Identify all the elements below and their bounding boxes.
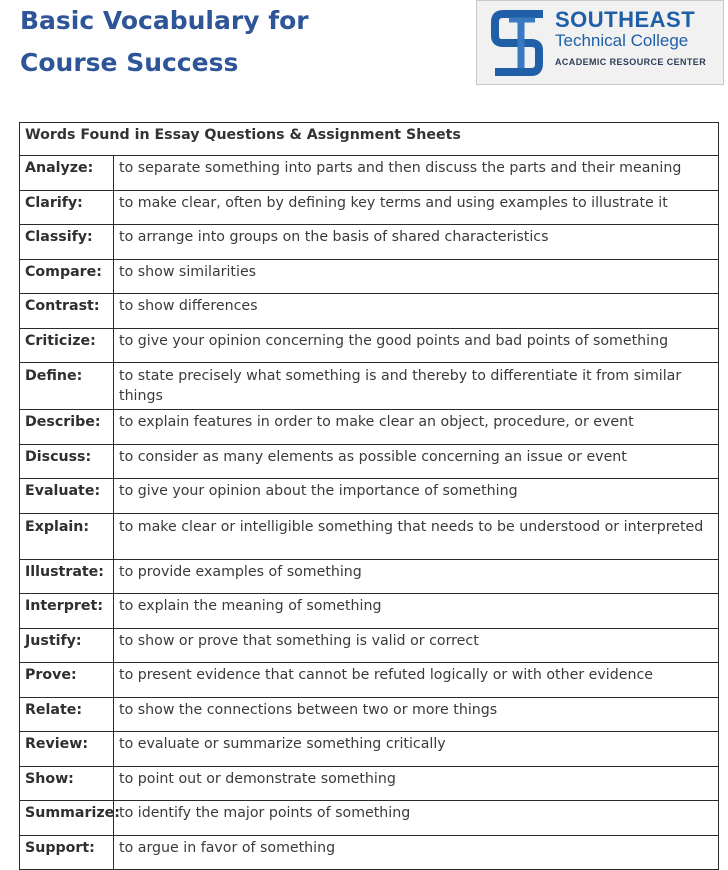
table-row: [20, 697, 719, 732]
term-cell: Evaluate:: [20, 479, 114, 514]
term-cell: Justify:: [20, 628, 114, 663]
definition-cell: to argue in favor of something: [114, 835, 719, 870]
title-line-2: Course Success: [20, 48, 239, 77]
definition-cell: to separate something into parts and then discuss the parts and their meaning: [114, 156, 719, 191]
table-row: [20, 835, 719, 870]
college-monogram-icon: [491, 10, 547, 76]
definition-cell: to make clear or intelligible something that needs to be understood or interpreted: [114, 513, 719, 559]
table-heading: Words Found in Essay Questions & Assignment Sheets: [20, 123, 719, 156]
table-row: [20, 732, 719, 767]
term-cell: Discuss:: [20, 444, 114, 479]
term-cell: Describe:: [20, 410, 114, 445]
term-cell: Support:: [20, 835, 114, 870]
table-row: [20, 766, 719, 801]
table-row: [20, 663, 719, 698]
college-logo: [476, 0, 724, 85]
term-cell: Summarize:: [20, 801, 114, 836]
term-cell: Contrast:: [20, 294, 114, 329]
term-cell: Prove:: [20, 663, 114, 698]
title-line-1: Basic Vocabulary for: [20, 6, 309, 35]
definition-cell: to explain features in order to make clear an object, procedure, or event: [114, 410, 719, 445]
term-cell: Classify:: [20, 225, 114, 260]
table-row: [20, 410, 719, 445]
table-row: [20, 294, 719, 329]
definition-cell: to provide examples of something: [114, 559, 719, 594]
definition-cell: to show or prove that something is valid or correct: [114, 628, 719, 663]
table-row: [20, 559, 719, 594]
table-row: [20, 156, 719, 191]
definition-cell: to give your opinion about the importance of something: [114, 479, 719, 514]
definition-cell: to evaluate or summarize something critically: [114, 732, 719, 767]
definition-cell: to show similarities: [114, 259, 719, 294]
term-cell: Review:: [20, 732, 114, 767]
table-row: [20, 225, 719, 260]
term-cell: Clarify:: [20, 190, 114, 225]
logo-name: SOUTHEAST: [555, 7, 696, 32]
term-cell: Explain:: [20, 513, 114, 559]
definition-cell: to point out or demonstrate something: [114, 766, 719, 801]
term-cell: Compare:: [20, 259, 114, 294]
definition-cell: to state precisely what something is and thereby to differentiate it from similar things: [114, 363, 719, 410]
table-row: [20, 259, 719, 294]
definition-cell: to identify the major points of something: [114, 801, 719, 836]
term-cell: Define:: [20, 363, 114, 410]
definition-cell: to explain the meaning of something: [114, 594, 719, 629]
term-cell: Show:: [20, 766, 114, 801]
definition-cell: to show differences: [114, 294, 719, 329]
table-row: [20, 363, 719, 410]
page-title: [20, 0, 309, 84]
table-row: [20, 801, 719, 836]
table-row: [20, 513, 719, 559]
definition-cell: to present evidence that cannot be refuted logically or with other evidence: [114, 663, 719, 698]
logo-subtitle: Technical College: [555, 31, 689, 50]
term-cell: Illustrate:: [20, 559, 114, 594]
table-row: [20, 328, 719, 363]
table-row: [20, 444, 719, 479]
table-row: [20, 628, 719, 663]
table-row: [20, 190, 719, 225]
term-cell: Interpret:: [20, 594, 114, 629]
definition-cell: to consider as many elements as possible concerning an issue or event: [114, 444, 719, 479]
table-row: [20, 594, 719, 629]
logo-center-name: ACADEMIC RESOURCE CENTER: [555, 57, 707, 67]
definition-cell: to give your opinion concerning the good points and bad points of something: [114, 328, 719, 363]
definition-cell: to arrange into groups on the basis of shared characteristics: [114, 225, 719, 260]
vocabulary-table: [19, 122, 719, 870]
definition-cell: to show the connections between two or more things: [114, 697, 719, 732]
table-row: [20, 479, 719, 514]
definition-cell: to make clear, often by defining key terms and using examples to illustrate it: [114, 190, 719, 225]
term-cell: Analyze:: [20, 156, 114, 191]
term-cell: Criticize:: [20, 328, 114, 363]
term-cell: Relate:: [20, 697, 114, 732]
